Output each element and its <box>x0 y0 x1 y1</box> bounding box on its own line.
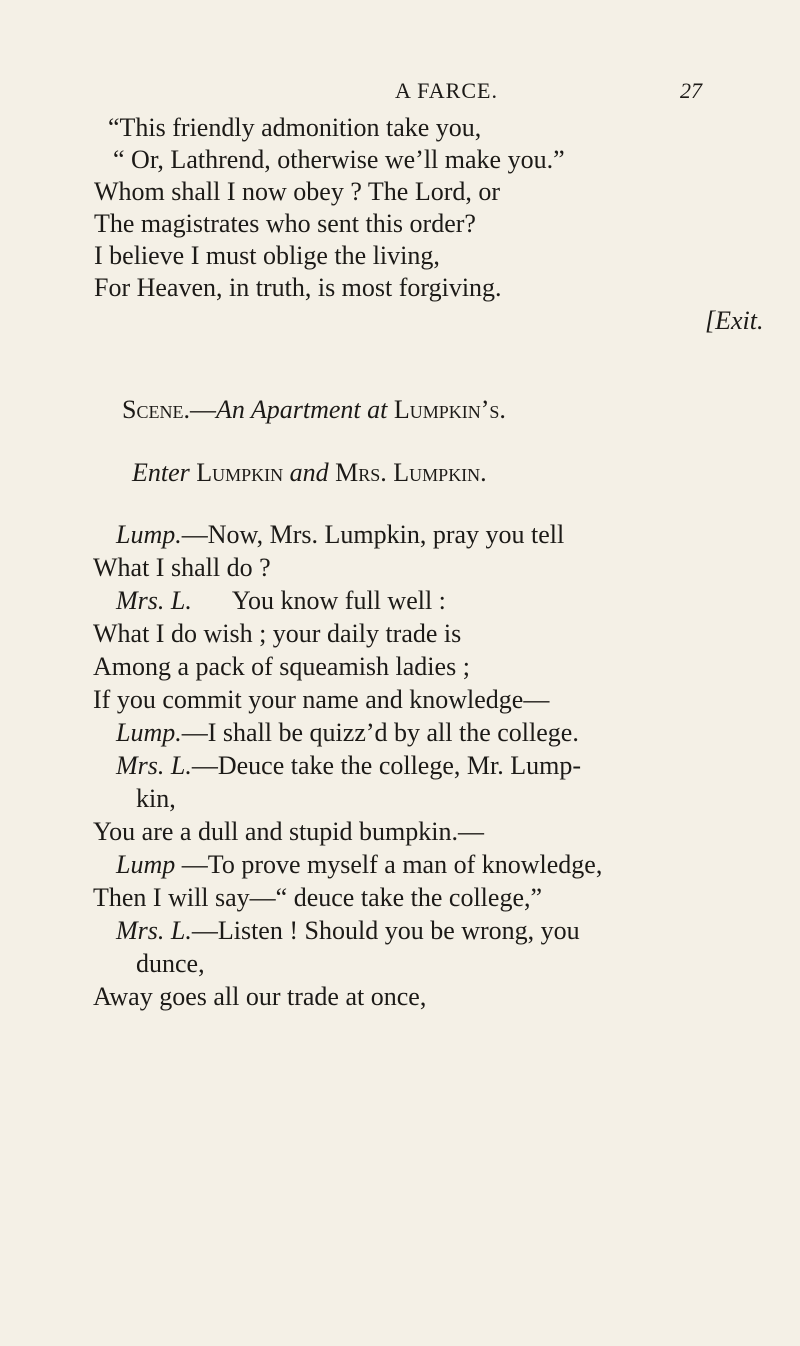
verse-line: For Heaven, in truth, is most forgiving. <box>94 273 502 302</box>
dialogue-line: What I do wish ; your daily trade is <box>93 619 462 648</box>
scene-heading <box>122 395 506 425</box>
dialogue-line <box>116 586 446 616</box>
dialogue-line <box>116 520 564 550</box>
speaker-name: Mrs. L. <box>116 751 192 780</box>
verse-line: “This friendly admonition take you, <box>108 113 482 142</box>
page-number: 27 <box>680 78 702 103</box>
dialogue-line <box>116 850 602 880</box>
running-header <box>0 78 800 108</box>
dialogue-line <box>116 916 580 946</box>
dialogue-line: Among a pack of squeamish ladies ; <box>93 652 470 681</box>
speaker-name: Lump. <box>116 718 182 747</box>
stage-direction <box>132 458 487 488</box>
dialogue-line: Away goes all our trade at once, <box>93 982 427 1011</box>
line-text: —To prove myself a man of knowledge, <box>181 850 603 879</box>
dialogue-line: Then I will say—“ deuce take the college,” <box>93 883 543 912</box>
line-text: —Listen ! Should you be wrong, you <box>191 916 580 945</box>
running-title: A FARCE. <box>395 78 498 103</box>
dialogue-line: kin, <box>136 784 176 813</box>
speaker-name: Mrs. L. <box>116 916 192 945</box>
dialogue-line <box>116 751 581 781</box>
and-word: and <box>289 458 329 487</box>
speaker-name: Lump. <box>116 520 182 549</box>
dialogue-line: dunce, <box>136 949 205 978</box>
dialogue-line: What I shall do ? <box>93 553 271 582</box>
verse-line: I believe I must oblige the living, <box>94 241 440 270</box>
verse-line: “ Or, Lathrend, otherwise we’ll make you.” <box>113 145 565 174</box>
verse-line: The magistrates who sent this order? <box>94 209 476 238</box>
scene-name: Lumpkin’s. <box>393 395 506 424</box>
exit-direction: [Exit. <box>705 306 764 335</box>
character-name: Lumpkin <box>196 458 284 487</box>
scene-prefix: Scene.— <box>122 395 216 424</box>
enter-word: Enter <box>132 458 190 487</box>
character-name: Mrs. Lumpkin. <box>335 458 487 487</box>
line-text: You know full well : <box>231 586 446 615</box>
line-text: —Now, Mrs. Lumpkin, pray you tell <box>181 520 565 549</box>
dialogue-line: If you commit your name and knowledge— <box>93 685 550 714</box>
speaker-name: Lump <box>116 850 176 879</box>
dialogue-line: You are a dull and stupid bumpkin.— <box>93 817 484 846</box>
speaker-name: Mrs. L. <box>116 586 192 615</box>
line-text: —Deuce take the college, Mr. Lump- <box>191 751 581 780</box>
scene-setting: An Apartment at <box>215 395 388 424</box>
verse-line: Whom shall I now obey ? The Lord, or <box>94 177 501 206</box>
dialogue-line <box>116 718 579 748</box>
line-text: —I shall be quizz’d by all the college. <box>181 718 579 747</box>
